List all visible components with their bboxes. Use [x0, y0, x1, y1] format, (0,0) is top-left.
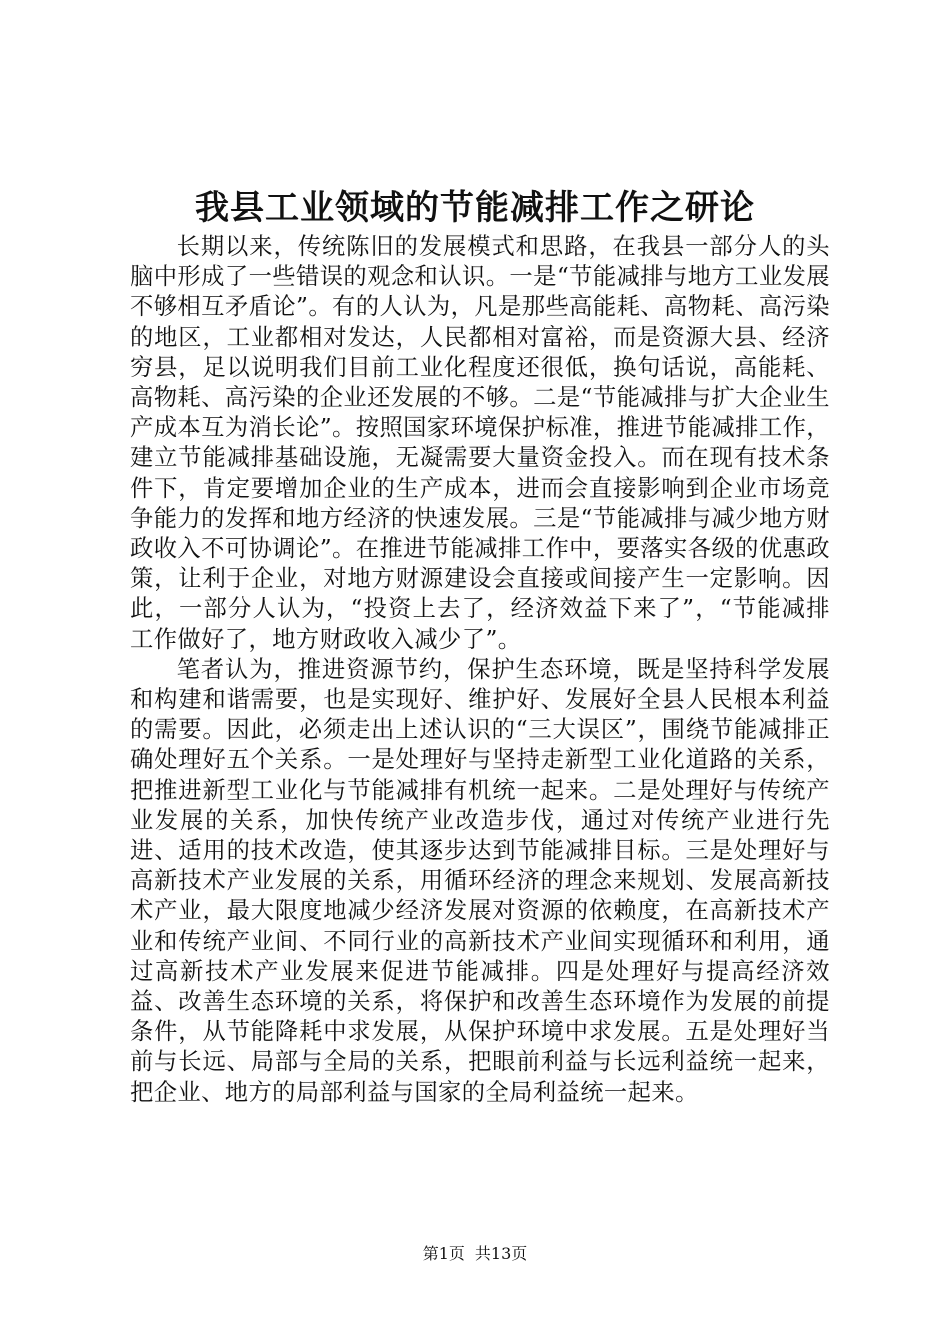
document-title: 我县工业领域的节能减排工作之研论: [195, 188, 755, 228]
paragraph-1: 长期以来，传统陈旧的发展模式和思路，在我县一部分人的头脑中形成了一些错误的观念和认识。一是“节能减排与地方工业发展不够相互矛盾论”。有的人认为，凡是那些高能耗、高物耗、高污染的地区，工业都相对发达，人民都相对富裕，而是资源大县、经济穷县，足以说明我们目前工业化程度还很低，换句话说，高能耗、高物耗、高污染的企业还发展的不够。二是“节能减排与扩大企业生产成本互为消长论”。按照国家环境保护标准，推进节能减排工作，建立节能减排基础设施，无凝需要大量资金投入。而在现有技术条件下，肯定要增加企业的生产成本，进而会直接影响到企业市场竞争能力的发挥和地方经济的快速发展。三是“节能减排与减少地方财政收入不可协调论”。在推进节能减排工作中，要落实各级的优惠政策，让利于企业，对地方财源建设会直接或间接产生一定影响。因此，一部分人认为，“投资上去了，经济效益下来了”，“节能减排工作做好了，地方财政收入减少了”。: [130, 233, 830, 653]
document-body: [130, 232, 830, 1108]
page-total: 共13页: [474, 1244, 528, 1263]
paragraph-2: 笔者认为，推进资源节约，保护生态环境，既是坚持科学发展和构建和谐需要，也是实现好、维护好、发展好全县人民根本利益的需要。因此，必须走出上述认识的“三大误区”，围绕节能减排正确处理好五个关系。一是处理好与坚持走新型工业化道路的关系，把推进新型工业化与节能减排有机统一起来。二是处理好与传统产业发展的关系，加快传统产业改造步伐，通过对传统产业进行先进、适用的技术改造，使其逐步达到节能减排目标。三是处理好与高新技术产业发展的关系，用循环经济的理念来规划、发展高新技术产业，最大限度地减少经济发展对资源的依赖度，在高新技术产业和传统产业间、不同行业的高新技术产业间实现循环和利用，通过高新技术产业发展来促进节能减排。四是处理好与提高经济效益、改善生态环境的关系，将保护和改善生态环境作为发展的前提条件，从节能降耗中求发展，从保护环境中求发展。五是处理好当前与长远、局部与全局的关系，把眼前利益与长远利益统一起来，把企业、地方的局部利益与国家的全局利益统一起来。: [130, 655, 830, 1106]
page-number: 第1页: [422, 1244, 465, 1263]
page-footer: [0, 1243, 950, 1265]
